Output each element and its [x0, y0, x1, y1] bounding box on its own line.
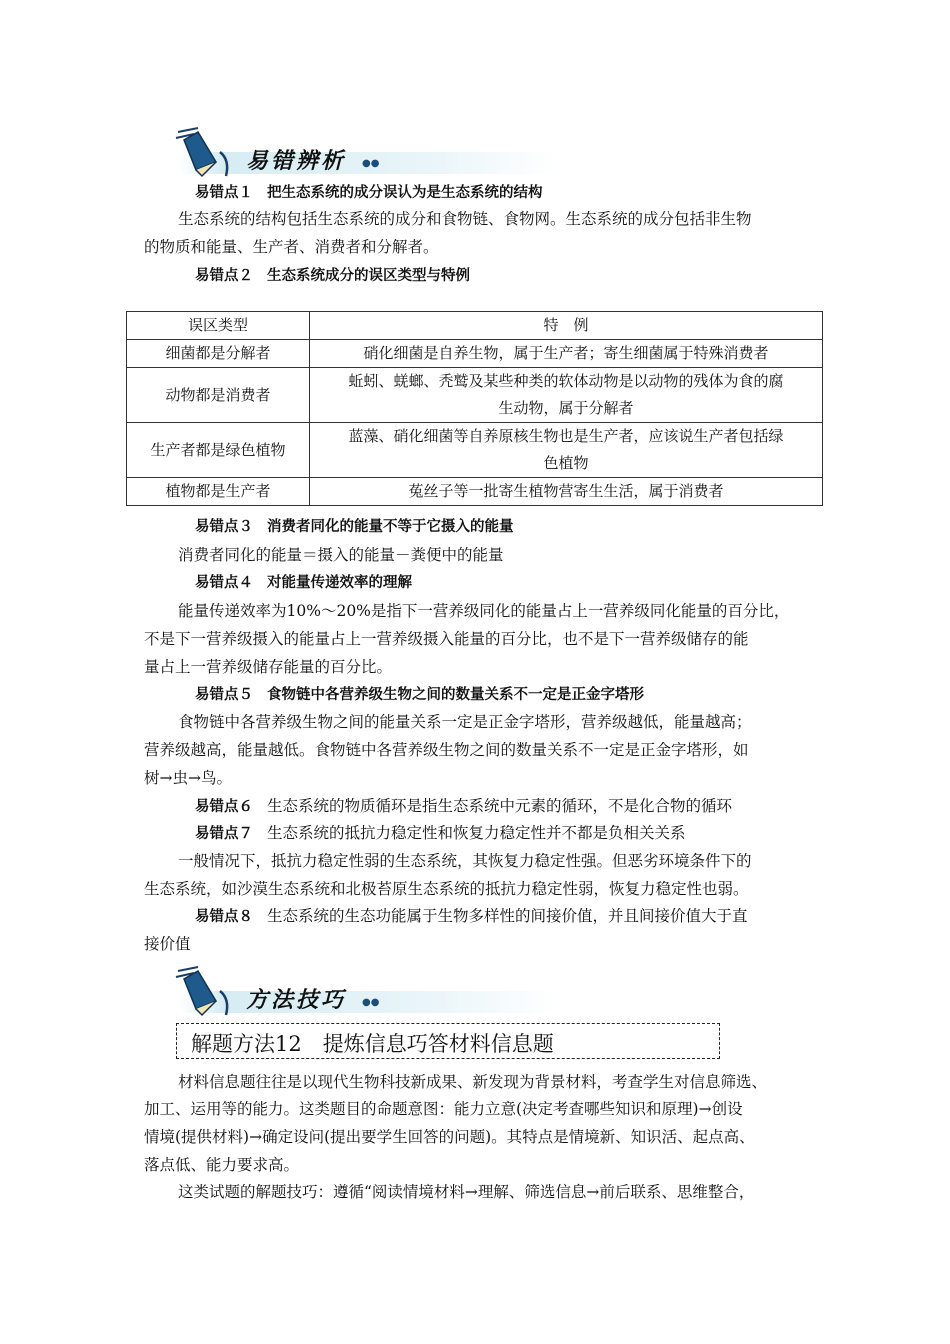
pen-icon [172, 963, 242, 1019]
section-banner-errors [172, 124, 562, 180]
error-point-4-heading: 易错点４ 对能量传递效率的理解 [195, 575, 412, 591]
paragraph-line: 的物质和能量、生产者、消费者和分解者。 [144, 238, 439, 256]
paragraph-line: 食物链中各营养级生物之间的能量关系一定是正金字塔形，营养级越低，能量越高； [178, 713, 752, 731]
paragraph-line: 树→虫→鸟。 [144, 769, 232, 787]
paragraph-line: 接价值 [144, 935, 191, 953]
table-cell-type: 细菌都是分解者 [127, 340, 310, 368]
table-cell-type: 生产者都是绿色植物 [127, 423, 310, 478]
table-header-cell: 误区类型 [127, 312, 310, 340]
table-row [127, 423, 823, 478]
method-title-box [176, 1023, 720, 1059]
paragraph-line: 能量传递效率为10%～20%是指下一营养级同化的能量占上一营养级同化能量的百分比， [178, 602, 790, 620]
paragraph-line: 情境(提供材料)→确定设问(提出要学生回答的问题)。其特点是情境新、知识活、起点高、 [144, 1128, 755, 1146]
error-point-3-heading: 易错点３ 消费者同化的能量不等于它摄入的能量 [195, 519, 514, 535]
banner-dots: ●● [362, 158, 380, 169]
table-row [127, 368, 823, 423]
table-header-row [127, 312, 823, 340]
table-cell-example: 蓝藻、硝化细菌等自养原核生物也是生产者，应该说生产者包括绿 色植物 [310, 423, 823, 478]
pen-icon [172, 124, 242, 180]
error-point-8-heading: 易错点８ 生态系统的生态功能属于生物多样性的间接价值，并且间接价值大于直 [195, 907, 748, 925]
paragraph-line: 不是下一营养级摄入的能量占上一营养级摄入能量的百分比，也不是下一营养级储存的能 [144, 630, 749, 648]
paragraph-line: 落点低、能力要求高。 [144, 1156, 300, 1174]
section-banner-methods [172, 963, 562, 1019]
error-point-7-heading: 易错点７ 生态系统的抵抗力稳定性和恢复力稳定性并不都是负相关关系 [195, 824, 686, 842]
paragraph-line: 材料信息题往往是以现代生物科技新成果、新发现为背景材料，考查学生对信息筛选、 [178, 1073, 768, 1091]
paragraph-line: 生态系统的结构包括生态系统的成分和食物链、食物网。生态系统的成分包括非生物 [178, 210, 752, 228]
error-point-6-heading: 易错点６ 生态系统的物质循环是指生态系统中元素的循环，不是化合物的循环 [195, 797, 733, 815]
table-row [127, 340, 823, 368]
table-cell-example: 硝化细菌是自养生物，属于生产者；寄生细菌属于特殊消费者 [310, 340, 823, 368]
method-title: 解题方法12 提炼信息巧答材料信息题 [191, 1032, 554, 1056]
error-point-1-heading: 易错点１ 把生态系统的成分误认为是生态系统的结构 [195, 185, 543, 201]
error-point-2-heading: 易错点２ 生态系统成分的误区类型与特例 [195, 268, 470, 284]
table-row [127, 478, 823, 506]
paragraph-line: 营养级越高，能量越低。食物链中各营养级生物之间的数量关系不一定是正金字塔形，如 [144, 741, 749, 759]
table-cell-example: 菟丝子等一批寄生植物营寄生生活，属于消费者 [310, 478, 823, 506]
table-header-cell: 特 例 [310, 312, 823, 340]
paragraph-line: 一般情况下，抵抗力稳定性弱的生态系统，其恢复力稳定性强。但恶劣环境条件下的 [178, 852, 752, 870]
table-cell-type: 动物都是消费者 [127, 368, 310, 423]
paragraph-line: 生态系统，如沙漠生态系统和北极苔原生态系统的抵抗力稳定性弱，恢复力稳定性也弱。 [144, 880, 749, 898]
paragraph-line: 这类试题的解题技巧：遵循“阅读情境材料→理解、筛选信息→前后联系、思维整合， [178, 1183, 755, 1201]
table-cell-example: 蚯蚓、蜣螂、秃鹫及某些种类的软体动物是以动物的残体为食的腐 生动物，属于分解者 [310, 368, 823, 423]
misconception-table [126, 311, 823, 506]
paragraph-line: 量占上一营养级储存能量的百分比。 [144, 658, 393, 676]
banner-title: 方法技巧 [246, 988, 347, 1013]
table-cell-type: 植物都是生产者 [127, 478, 310, 506]
paragraph-line: 加工、运用等的能力。这类题目的命题意图：能力立意(决定考查哪些知识和原理)→创设 [144, 1100, 743, 1118]
banner-title: 易错辨析 [246, 149, 347, 174]
banner-dots: ●● [362, 997, 380, 1008]
paragraph-line: 消费者同化的能量＝摄入的能量－粪便中的能量 [178, 546, 504, 564]
error-point-5-heading: 易错点５ 食物链中各营养级生物之间的数量关系不一定是正金字塔形 [195, 687, 644, 703]
